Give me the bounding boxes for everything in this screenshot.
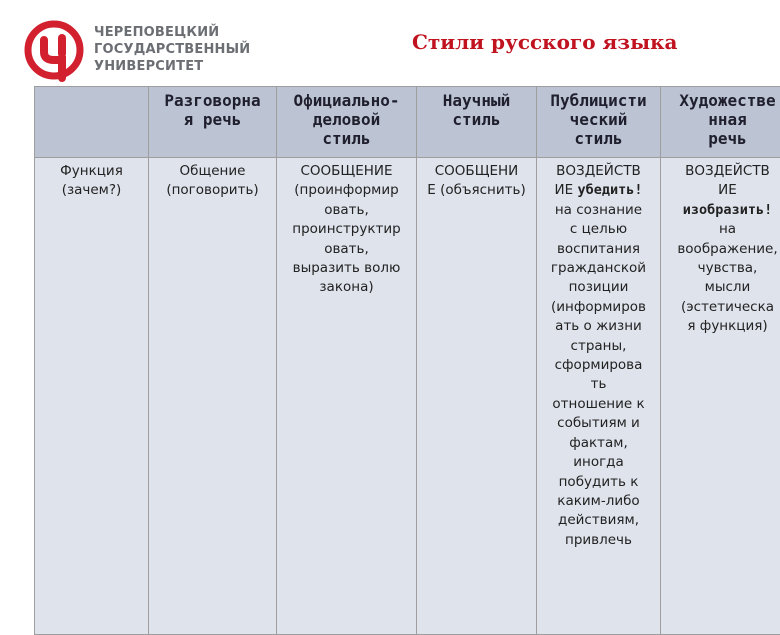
cell-line: ИЕ убедить! [539, 181, 658, 200]
cell-line: на сознание [539, 201, 658, 220]
cell-line [663, 201, 780, 220]
cell-line: деловой [279, 110, 414, 129]
cell-line: Официально- [279, 91, 414, 110]
header-artistic [661, 87, 780, 158]
cell-line: иногда [539, 453, 658, 472]
cell-line: речь [663, 129, 780, 148]
cell-line: овать, [279, 240, 414, 259]
header-publicistic [537, 87, 661, 158]
cell-line: воспитания [539, 240, 658, 259]
cell-line: страны, [539, 337, 658, 356]
cell-scientific [417, 158, 537, 635]
cell-line: воображение, [663, 240, 780, 259]
cell-line: стиль [539, 129, 658, 148]
cell-line: ть [539, 375, 658, 394]
university-mark-icon [22, 18, 86, 82]
cell-line: стиль [279, 129, 414, 148]
header-colloquial [149, 87, 277, 158]
logo-line-3: УНИВЕРСИТЕТ [94, 58, 250, 75]
cell-line: ВОЗДЕЙСТВ [539, 162, 658, 181]
cell-line: чувства, [663, 259, 780, 278]
cell-line: выразить волю [279, 259, 414, 278]
cell-line: фактам, [539, 434, 658, 453]
row-label-function [35, 158, 149, 635]
cell-line: Научный [419, 91, 534, 110]
cell-line: Общение [151, 162, 274, 181]
header-empty [35, 87, 149, 158]
cell-line: Публицисти [539, 91, 658, 110]
cell-line: Функция [37, 162, 146, 181]
cell-line: Разговорна [151, 91, 274, 110]
university-name [94, 24, 250, 75]
cell-official [277, 158, 417, 635]
cell-line: овать, [279, 201, 414, 220]
cell-line: сформирова [539, 356, 658, 375]
cell-line: я функция) [663, 317, 780, 336]
cell-line: действиям, [539, 511, 658, 530]
cell-line: ческий [539, 110, 658, 129]
cell-line: ИЕ [663, 181, 780, 200]
cell-line: побудить к [539, 473, 658, 492]
cell-colloquial [149, 158, 277, 635]
cell-line: (информиров [539, 298, 658, 317]
cell-line: привлечь [539, 531, 658, 550]
logo-line-1: ЧЕРЕПОВЕЦКИЙ [94, 24, 250, 41]
cell-line: ать о жизни [539, 317, 658, 336]
logo-line-2: ГОСУДАРСТВЕННЫЙ [94, 41, 250, 58]
cell-line: стиль [419, 110, 534, 129]
emphasis-depict: изобразить! [683, 202, 772, 218]
cell-line: событиям и [539, 414, 658, 433]
cell-line: (проинформир [279, 181, 414, 200]
cell-publicistic [537, 158, 661, 635]
cell-line: отношение к [539, 395, 658, 414]
cell-line: Е (объяснить) [419, 181, 534, 200]
cell-line: (зачем?) [37, 181, 146, 200]
cell-artistic [661, 158, 780, 635]
header-row [35, 87, 780, 158]
cell-line: (эстетическа [663, 298, 780, 317]
cell-line: мысли [663, 278, 780, 297]
cell-line: Художестве [663, 91, 780, 110]
cell-line: СООБЩЕНИЕ [279, 162, 414, 181]
cell-line: СООБЩЕНИ [419, 162, 534, 181]
styles-table [34, 86, 780, 635]
cell-line: каким-либо [539, 492, 658, 511]
cell-line: ВОЗДЕЙСТВ [663, 162, 780, 181]
function-row [35, 158, 780, 635]
cell-line: проинструктир [279, 220, 414, 239]
header-official [277, 87, 417, 158]
header-scientific [417, 87, 537, 158]
cell-line: закона) [279, 278, 414, 297]
cell-line: позиции [539, 278, 658, 297]
emphasis-persuade: убедить! [577, 182, 642, 198]
cell-line: нная [663, 110, 780, 129]
cell-line: с целью [539, 220, 658, 239]
cell-line: гражданской [539, 259, 658, 278]
cell-line: на [663, 220, 780, 239]
university-logo [22, 18, 232, 82]
page-title: Стили русского языка [412, 30, 678, 54]
cell-line: я речь [151, 110, 274, 129]
cell-line: (поговорить) [151, 181, 274, 200]
